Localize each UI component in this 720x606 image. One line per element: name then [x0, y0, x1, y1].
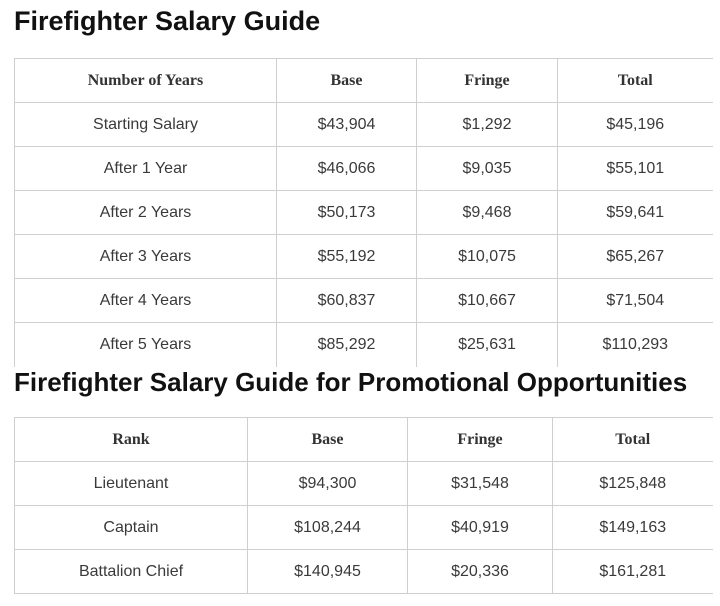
total-cell: $55,101 [558, 147, 713, 191]
fringe-cell: $20,336 [408, 550, 553, 594]
row-label: After 3 Years [15, 235, 277, 279]
total-cell: $149,163 [553, 506, 713, 550]
total-cell: $71,504 [558, 279, 713, 323]
base-cell: $108,244 [248, 506, 408, 550]
base-cell: $46,066 [277, 147, 417, 191]
column-header-total: Total [553, 418, 713, 462]
table-row [15, 462, 713, 506]
promotional-guide-title: Firefighter Salary Guide for Promotional Opportunities [14, 367, 688, 397]
table-header-row [15, 59, 713, 103]
total-cell: $65,267 [558, 235, 713, 279]
table-row [15, 279, 713, 323]
promotional-guide-table [14, 417, 713, 594]
column-header-fringe: Fringe [417, 59, 558, 103]
table-row [15, 103, 713, 147]
salary-guide-table [14, 58, 713, 367]
base-cell: $60,837 [277, 279, 417, 323]
base-cell: $50,173 [277, 191, 417, 235]
table-row [15, 235, 713, 279]
base-cell: $43,904 [277, 103, 417, 147]
fringe-cell: $10,667 [417, 279, 558, 323]
row-label: Lieutenant [15, 462, 248, 506]
base-cell: $94,300 [248, 462, 408, 506]
row-label: After 5 Years [15, 323, 277, 367]
table-row [15, 550, 713, 594]
row-label: After 2 Years [15, 191, 277, 235]
total-cell: $110,293 [558, 323, 713, 367]
total-cell: $59,641 [558, 191, 713, 235]
table-row [15, 506, 713, 550]
table-header-row [15, 418, 713, 462]
table-row [15, 323, 713, 367]
column-header-total: Total [558, 59, 713, 103]
base-cell: $140,945 [248, 550, 408, 594]
column-header-rank: Rank [15, 418, 248, 462]
row-label: Battalion Chief [15, 550, 248, 594]
table-row [15, 147, 713, 191]
column-header-base: Base [248, 418, 408, 462]
fringe-cell: $10,075 [417, 235, 558, 279]
row-label: After 4 Years [15, 279, 277, 323]
salary-guide-title: Firefighter Salary Guide [14, 6, 321, 36]
total-cell: $161,281 [553, 550, 713, 594]
base-cell: $85,292 [277, 323, 417, 367]
fringe-cell: $1,292 [417, 103, 558, 147]
table-row [15, 191, 713, 235]
row-label: Starting Salary [15, 103, 277, 147]
fringe-cell: $9,035 [417, 147, 558, 191]
fringe-cell: $40,919 [408, 506, 553, 550]
fringe-cell: $31,548 [408, 462, 553, 506]
base-cell: $55,192 [277, 235, 417, 279]
column-header-base: Base [277, 59, 417, 103]
row-label: After 1 Year [15, 147, 277, 191]
row-label: Captain [15, 506, 248, 550]
fringe-cell: $9,468 [417, 191, 558, 235]
column-header-years: Number of Years [15, 59, 277, 103]
column-header-fringe: Fringe [408, 418, 553, 462]
fringe-cell: $25,631 [417, 323, 558, 367]
total-cell: $125,848 [553, 462, 713, 506]
total-cell: $45,196 [558, 103, 713, 147]
